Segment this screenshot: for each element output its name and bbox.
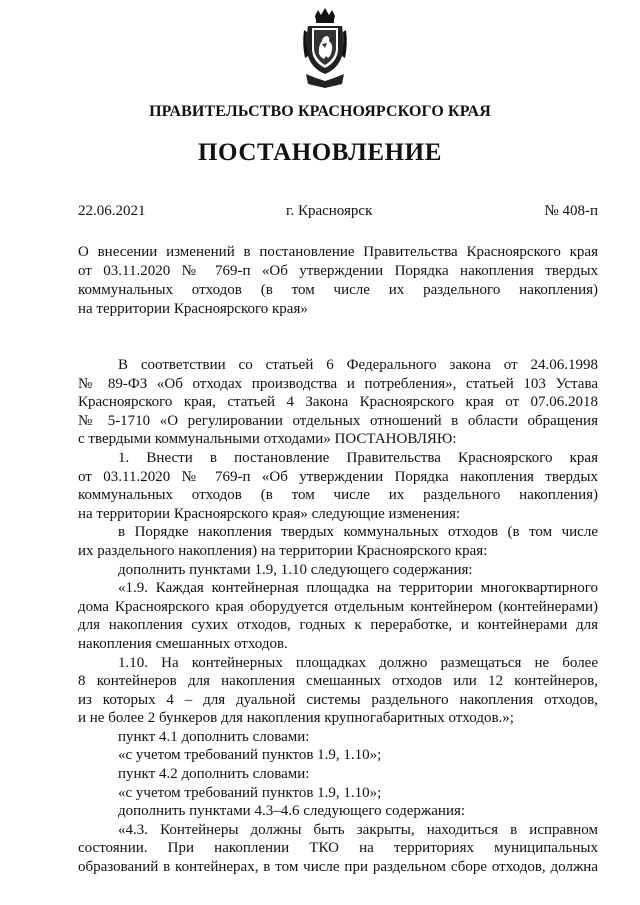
body-line: с твердыми коммунальными отходами» ПОСТАНОВЛЯЮ:	[78, 431, 457, 448]
body-line: «с учетом требований пунктов 1.9, 1.10»;	[118, 747, 382, 764]
document-subject	[78, 243, 598, 319]
subject-line: О внесении изменений в постановление Правительства Красноярского края	[78, 244, 598, 260]
body-line: В соответствии со статьей 6 Федерального закона от 24.06.1998	[118, 357, 598, 373]
body-line: Красноярского края, статьей 4 Закона Красноярского края от 07.06.2018	[78, 394, 598, 411]
body-line: образований в контейнерах, в том числе при раздельном сборе отходов, должна	[78, 859, 598, 876]
body-line: коммунальных отходов (в том числе их раздельного накопления)	[78, 487, 598, 504]
subject-line: коммунальных отходов (в том числе их раздельного накопления)	[78, 282, 598, 298]
body-line: № 89-ФЗ «Об отходах производства и потребления», статьей 103 Устава	[78, 375, 598, 392]
body-line: дома Красноярского края оборудуется отдельным контейнером (контейнерами)	[78, 598, 598, 615]
document-type-heading: ПОСТАНОВЛЕНИЕ	[197, 139, 443, 166]
body-line: дополнить пунктами 1.9, 1.10 следующего содержания:	[118, 561, 473, 578]
body-line: их раздельного накопления) на территории Красноярского края:	[78, 542, 488, 559]
body-line: из которых 4 – для дуальной системы раздельного накопления отходов,	[78, 691, 598, 708]
document-number: № 408-п	[544, 203, 598, 219]
body-line: для накопления сухих отходов, годных к переработке, и контейнерами для	[78, 617, 598, 634]
subject-line: на территории Красноярского края»	[78, 301, 308, 317]
body-line: 1. Внести в постановление Правительства Красноярского края	[118, 449, 598, 466]
body-line: пункт 4.2 дополнить словами:	[118, 766, 310, 783]
body-line: в Порядке накопления твердых коммунальных отходов (в том числе	[118, 524, 598, 541]
document-date: 22.06.2021	[78, 203, 146, 219]
body-line: от 03.11.2020 № 769-п «Об утверждении Порядка накопления твердых	[78, 468, 598, 485]
body-line: «1.9. Каждая контейнерная площадка на территории многоквартирного	[118, 580, 598, 597]
body-line: состоянии. При накоплении ТКО на территориях муниципальных	[78, 840, 598, 857]
body-line: и не более 2 бункеров для накопления крупногабаритных отходов.»;	[78, 710, 514, 727]
body-line: № 5-1710 «О регулировании отдельных отношений в области обращения	[78, 412, 598, 429]
body-line: 8 контейнеров для накопления смешанных отходов или 12 контейнеров,	[78, 673, 598, 690]
coat-of-arms-emblem	[302, 8, 348, 90]
subject-line: от 03.11.2020 № 769-п «Об утверждении Порядка накопления твердых	[78, 263, 598, 279]
body-line: накопления смешанных отходов.	[78, 635, 288, 652]
organization-title: ПРАВИТЕЛЬСТВО КРАСНОЯРСКОГО КРАЯ	[149, 103, 491, 120]
body-line: пункт 4.1 дополнить словами:	[118, 728, 310, 745]
body-line: «4.3. Контейнеры должны быть закрыты, находиться в исправном	[118, 821, 598, 838]
body-line: «с учетом требований пунктов 1.9, 1.10»;	[118, 784, 382, 801]
document-meta-row	[78, 203, 598, 223]
body-line: дополнить пунктами 4.3–4.6 следующего содержания:	[118, 803, 466, 820]
document-city: г. Красноярск	[286, 203, 373, 219]
document-body	[78, 356, 598, 877]
body-line: 1.10. На контейнерных площадках должно размещаться не более	[118, 654, 598, 671]
body-line: на территории Красноярского края» следующие изменения:	[78, 505, 461, 522]
